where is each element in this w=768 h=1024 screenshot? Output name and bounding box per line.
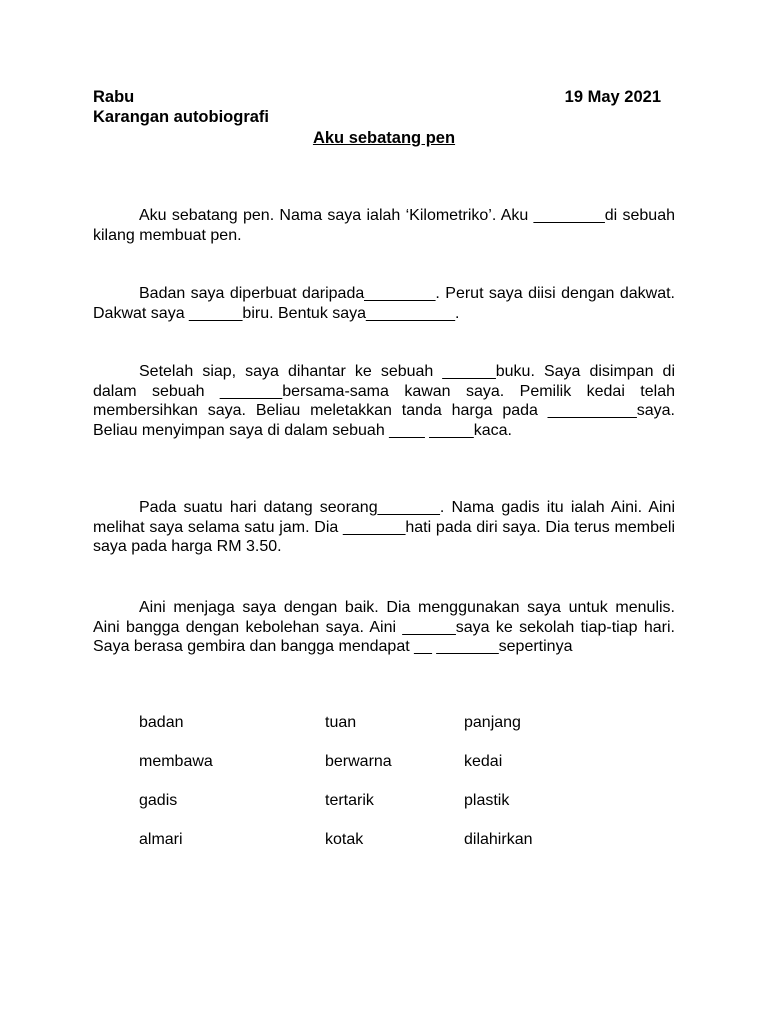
word-bank-item: kedai <box>464 753 503 770</box>
day-label: Rabu <box>93 88 135 106</box>
word-bank-item: berwarna <box>325 753 392 770</box>
paragraph-5: Aini menjaga saya dengan baik. Dia menggunakan saya untuk menulis. Aini bangga dengan kebolehan saya. Aini ______saya ke sekolah tiap-tiap hari. Saya berasa gembira dan bangga mendapat __ _______sepertinya <box>93 599 675 655</box>
document-subtitle: Karangan autobiografi <box>93 108 270 126</box>
document-title: Aku sebatang pen <box>312 129 456 147</box>
word-bank-item: almari <box>139 831 183 848</box>
word-bank-item: dilahirkan <box>464 831 533 848</box>
word-bank-item: badan <box>139 714 184 731</box>
word-bank-item: gadis <box>139 792 178 809</box>
word-bank-row <box>139 714 639 753</box>
word-bank-row <box>139 792 639 831</box>
paragraph-4: Pada suatu hari datang seorang_______. Nama gadis itu ialah Aini. Aini melihat saya selama satu jam. Dia _______hati pada diri saya. Dia terus membeli saya pada harga RM 3.50. <box>93 499 675 555</box>
word-bank-item: membawa <box>139 753 213 770</box>
word-bank-item: kotak <box>325 831 364 848</box>
word-bank-item: panjang <box>464 714 521 731</box>
word-bank-row <box>139 753 639 792</box>
word-bank-item: tertarik <box>325 792 374 809</box>
date-label: 19 May 2021 <box>564 88 661 106</box>
paragraph-1: Aku sebatang pen. Nama saya ialah ‘Kilometriko’. Aku ________di sebuah kilang membuat pen. <box>93 207 675 244</box>
paragraph-3: Setelah siap, saya dihantar ke sebuah ______buku. Saya disimpan di dalam sebuah _______bersama-sama kawan saya. Pemilik kedai telah membersihkan saya. Beliau meletakkan tanda harga pada __________saya. Beliau menyimpan saya di dalam sebuah ____ _____kaca. <box>93 363 675 439</box>
word-bank <box>139 714 639 870</box>
word-bank-item: plastik <box>464 792 510 809</box>
word-bank-item: tuan <box>325 714 357 731</box>
word-bank-row <box>139 831 639 870</box>
paragraph-2: Badan saya diperbuat daripada________. Perut saya diisi dengan dakwat. Dakwat saya ______biru. Bentuk saya__________. <box>93 285 675 322</box>
